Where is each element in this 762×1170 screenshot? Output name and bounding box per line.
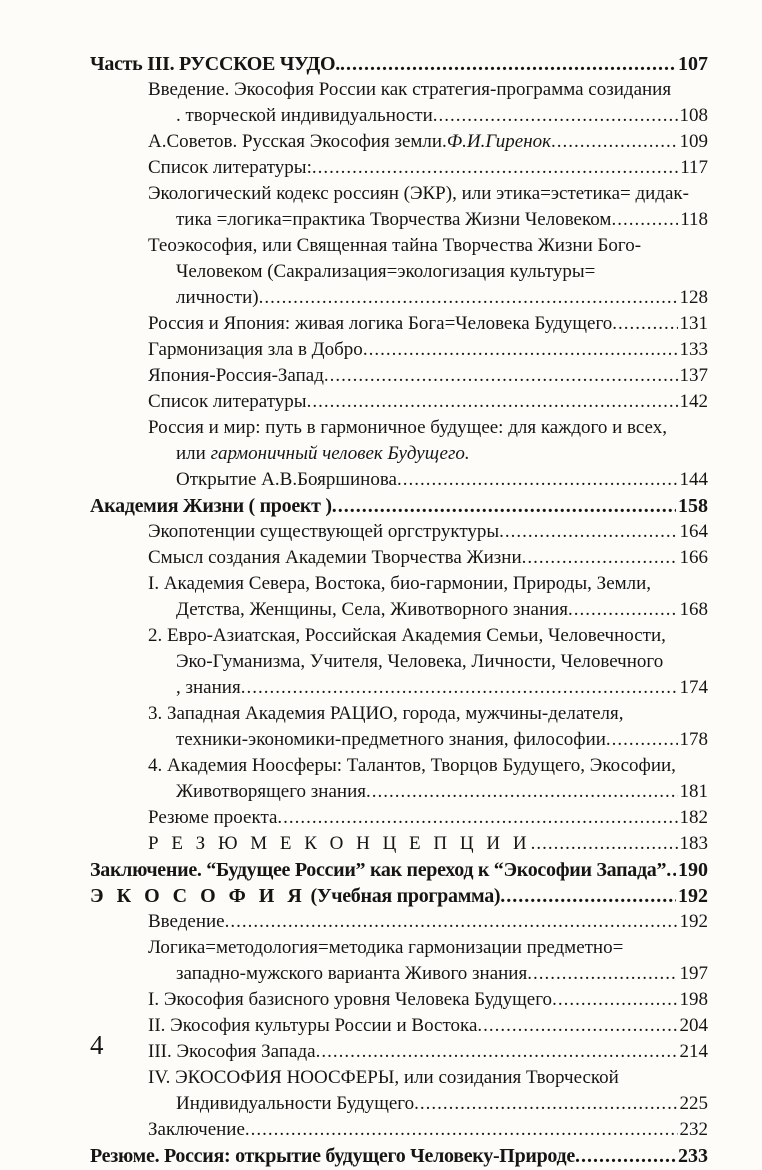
dot-leader [414, 1090, 677, 1118]
toc-title [148, 700, 623, 728]
dot-leader [312, 154, 678, 182]
toc-title-segment: Гармонизация зла в Добро [148, 339, 363, 360]
toc-line [176, 648, 663, 676]
toc-title-segment: Россия и мир: путь в гармоничное будущее: для каждого и всех, [148, 417, 667, 438]
toc-title-segment: Россия и Япония: живая логика Бога=Человека Будущего [148, 313, 613, 334]
toc-title [176, 206, 611, 234]
toc-title-segment: гармоничный человек Будущего. [210, 443, 470, 464]
toc-line [148, 336, 708, 364]
toc-title-segment: западно-мужского варианта Живого знания [176, 963, 528, 984]
toc-page-number: 214 [679, 1041, 708, 1062]
toc-line [90, 492, 708, 520]
toc-title-segment: Эко-Гуманизма, Учителя, Человека, Личности, Человечного [176, 651, 664, 672]
toc-title-segment: 2. Евро-Азиатская, Российская Академия Семьи, Человечности, [148, 625, 666, 646]
toc-title-segment: Список литературы [148, 391, 307, 412]
toc-title-segment: Введение. Экософия России как стратегия-программа созидания [148, 79, 672, 100]
dot-leader [499, 518, 677, 546]
toc-page-number: 166 [679, 547, 708, 568]
toc-line [176, 778, 708, 806]
toc-page-number: 181 [679, 781, 708, 802]
toc-line [148, 76, 671, 104]
toc-line [90, 50, 708, 78]
toc-page-number: 164 [679, 521, 708, 542]
toc-line [148, 544, 708, 572]
toc-title-segment: Академия Жизни ( проект ) [90, 495, 332, 517]
toc-page-number: 144 [679, 469, 708, 490]
toc-title [148, 128, 551, 156]
toc-line [148, 362, 708, 390]
toc-title-segment: техники-экономики-предметного знания, философии [176, 729, 606, 750]
toc-title-segment: Э К О С О Ф И Я [90, 885, 306, 907]
toc-line [148, 700, 623, 728]
dot-leader [433, 102, 678, 130]
toc-title-segment: А.Советов. Русская Экософия земли. [148, 131, 447, 152]
toc-page-number: 183 [679, 833, 708, 854]
toc-title [176, 466, 397, 494]
toc-page-number: 233 [678, 1145, 708, 1167]
toc-title [148, 804, 277, 832]
toc-page-number: 158 [678, 495, 708, 517]
toc-title [176, 258, 595, 286]
toc-title [148, 622, 666, 650]
toc-title-segment: Экопотенции существующей оргструктуры [148, 521, 500, 542]
toc-title [176, 726, 606, 754]
dot-leader [316, 1038, 678, 1066]
dot-leader [531, 830, 678, 858]
toc-title-segment: Экологический кодекс россиян (ЭКР), или этика=эстетика= дидак- [148, 183, 689, 204]
toc-page-number: 204 [679, 1015, 708, 1036]
toc-page-number: 128 [679, 287, 708, 308]
dot-leader [241, 674, 678, 702]
toc-title-segment: Детства, Женщины, Села, Животворного знания [176, 599, 569, 620]
toc-title [148, 934, 623, 962]
toc-line [176, 1090, 708, 1118]
toc-page-number: 182 [679, 807, 708, 828]
toc-title [148, 1038, 316, 1066]
toc-page-number: 192 [678, 885, 708, 907]
toc-title [176, 648, 663, 676]
toc-title [148, 752, 676, 780]
dot-leader [277, 804, 677, 832]
toc-page-number: 117 [680, 157, 708, 178]
toc-line [148, 310, 708, 338]
toc-page-number: 225 [679, 1093, 708, 1114]
toc-line [148, 128, 708, 156]
dot-leader [611, 206, 678, 234]
toc-title [148, 310, 612, 338]
dot-leader [225, 908, 678, 936]
toc-page-number: 198 [679, 989, 708, 1010]
toc-title-segment: или [176, 443, 211, 464]
toc-title-segment: Ф.И.Гиренок [446, 131, 552, 152]
toc-title [148, 76, 671, 104]
page-number: 4 [90, 1030, 104, 1060]
toc-title [90, 1142, 575, 1170]
toc-title-segment: Резюме проекта [148, 807, 278, 828]
toc-page-number: 118 [680, 209, 708, 230]
toc-line [148, 830, 708, 858]
toc-title [176, 102, 433, 130]
toc-title-segment: Смысл создания Академии Творчества Жизни [148, 547, 522, 568]
toc-line [176, 596, 708, 624]
toc-line [176, 674, 708, 702]
dot-leader [666, 856, 676, 884]
toc-title-segment: III. Экософия Запада [148, 1041, 316, 1062]
toc-title-segment: Человеком (Сакрализация=экологизация культуры= [176, 261, 596, 282]
toc-title [148, 336, 363, 364]
toc-title-segment: Япония-Россия-Запад [148, 365, 324, 386]
dot-leader [500, 882, 676, 910]
toc-line [176, 440, 470, 468]
toc-line [148, 1012, 708, 1040]
toc-line [176, 206, 708, 234]
toc-line [148, 414, 667, 442]
toc-title-segment: личности) [176, 287, 259, 308]
dot-leader [307, 388, 678, 416]
toc-line [90, 856, 708, 884]
toc-line [148, 154, 708, 182]
toc-line [148, 518, 708, 546]
toc-title-segment: Заключение [148, 1119, 245, 1140]
toc-title [176, 284, 259, 312]
toc-line [148, 1116, 708, 1144]
toc-page-number: 197 [679, 963, 708, 984]
toc-line [148, 752, 676, 780]
toc-title [148, 518, 499, 546]
toc-line [148, 388, 708, 416]
toc-title-segment: Открытие А.В.Бояршинова [176, 469, 397, 490]
toc-title-segment: 4. Академия Ноосферы: Талантов, Творцов Будущего, Экософии, [148, 755, 676, 776]
toc-line [176, 726, 708, 754]
dot-leader [575, 1142, 676, 1170]
toc-line [90, 882, 708, 910]
toc-title [176, 596, 568, 624]
toc-title [148, 544, 522, 572]
toc-title [90, 856, 666, 884]
toc-line [148, 180, 689, 208]
toc-page-number: 174 [679, 677, 708, 698]
toc-title [148, 908, 225, 936]
dot-leader [606, 726, 678, 754]
toc-title-segment: IV. ЭКОСОФИЯ НООСФЕРЫ, или созидания Творческой [148, 1067, 619, 1088]
dot-leader [552, 986, 677, 1014]
toc-title-segment: 3. Западная Академия РАЦИО, города, мужчины-делателя, [148, 703, 624, 724]
dot-leader [363, 336, 678, 364]
dot-leader [340, 50, 676, 78]
toc-title [148, 180, 689, 208]
toc-title-segment: Животворящего знания [176, 781, 366, 802]
toc-title-segment: I. Академия Севера, Востока, био-гармонии, Природы, Земли, [148, 573, 652, 594]
dot-leader [551, 128, 677, 156]
toc-page-number: 107 [678, 53, 708, 75]
dot-leader [324, 362, 678, 390]
toc-title-segment: , знания [176, 677, 241, 698]
toc-title-segment: Заключение. “Будущее России” как переход к “Экософии Запада” [90, 859, 667, 881]
toc-line [148, 908, 708, 936]
toc-title-segment: тика =логика=практика Творчества Жизни Человеком [176, 209, 612, 230]
dot-leader [568, 596, 677, 624]
toc-title [148, 1064, 619, 1092]
toc-title-segment: II. Экософия культуры России и Востока [148, 1015, 478, 1036]
toc-title [148, 1116, 245, 1144]
toc-title [90, 492, 332, 520]
dot-leader [527, 960, 677, 988]
toc-title [148, 414, 667, 442]
toc-title [90, 882, 500, 910]
toc-line [148, 232, 641, 260]
toc-title-segment: . творческой индивидуальности [176, 105, 433, 126]
toc-title-segment: Логика=методология=методика гармонизации предметно= [148, 937, 624, 958]
toc-line [148, 570, 651, 598]
toc-line [148, 986, 708, 1014]
toc-title [148, 388, 307, 416]
toc-line [176, 960, 708, 988]
toc-title [148, 1012, 477, 1040]
toc-title-segment: Список литературы: [148, 157, 312, 178]
toc-title-segment: Введение [148, 911, 225, 932]
toc-page-number: 168 [679, 599, 708, 620]
toc-title [148, 362, 324, 390]
toc-line [176, 102, 708, 130]
dot-leader [245, 1116, 678, 1144]
toc-line [148, 622, 666, 650]
toc-title [148, 232, 641, 260]
toc-title-segment: Индивидуальности Будущего [176, 1093, 415, 1114]
toc-title [90, 50, 340, 78]
dot-leader [397, 466, 678, 494]
toc-page-number: 108 [679, 105, 708, 126]
dot-leader [366, 778, 678, 806]
dot-leader [522, 544, 678, 572]
dot-leader [612, 310, 677, 338]
toc-title [148, 830, 531, 858]
toc-page-number: 192 [679, 911, 708, 932]
toc-line [148, 804, 708, 832]
toc-title-segment: Резюме. Россия: открытие будущего Человеку-Природе [90, 1145, 575, 1167]
toc-title [176, 960, 527, 988]
dot-leader [259, 284, 678, 312]
toc-line [176, 284, 708, 312]
toc-page-number: 137 [679, 365, 708, 386]
toc-page-number: 109 [679, 131, 708, 152]
toc-page-number: 178 [679, 729, 708, 750]
dot-leader [332, 492, 676, 520]
toc-title [176, 440, 470, 468]
toc-title-segment: (Учебная программа) [305, 885, 501, 907]
toc-title [148, 154, 312, 182]
toc-title [148, 986, 552, 1014]
toc-page-number: 131 [679, 313, 708, 334]
toc-line [148, 1064, 619, 1092]
dot-leader [477, 1012, 677, 1040]
toc-title [176, 778, 366, 806]
toc-line [148, 1038, 708, 1066]
toc-title [176, 1090, 414, 1118]
toc-page-number: 142 [679, 391, 708, 412]
toc-line [90, 1142, 708, 1170]
toc-title [148, 570, 651, 598]
toc-title [176, 674, 241, 702]
toc-page-number: 190 [678, 859, 708, 881]
toc-title-segment: Р Е З Ю М Е К О Н Ц Е П Ц И И [148, 833, 531, 854]
toc-line [148, 934, 623, 962]
toc-line [176, 466, 708, 494]
toc-page-number: 232 [679, 1119, 708, 1140]
toc-title-segment: Теоэкософия, или Священная тайна Творчества Жизни Бого- [148, 235, 642, 256]
toc-line [176, 258, 595, 286]
toc-title-segment: I. Экософия базисного уровня Человека Будущего [148, 989, 553, 1010]
toc-page-number: 133 [679, 339, 708, 360]
toc-title-segment: Часть III. РУССКОЕ ЧУДО. [90, 53, 340, 75]
